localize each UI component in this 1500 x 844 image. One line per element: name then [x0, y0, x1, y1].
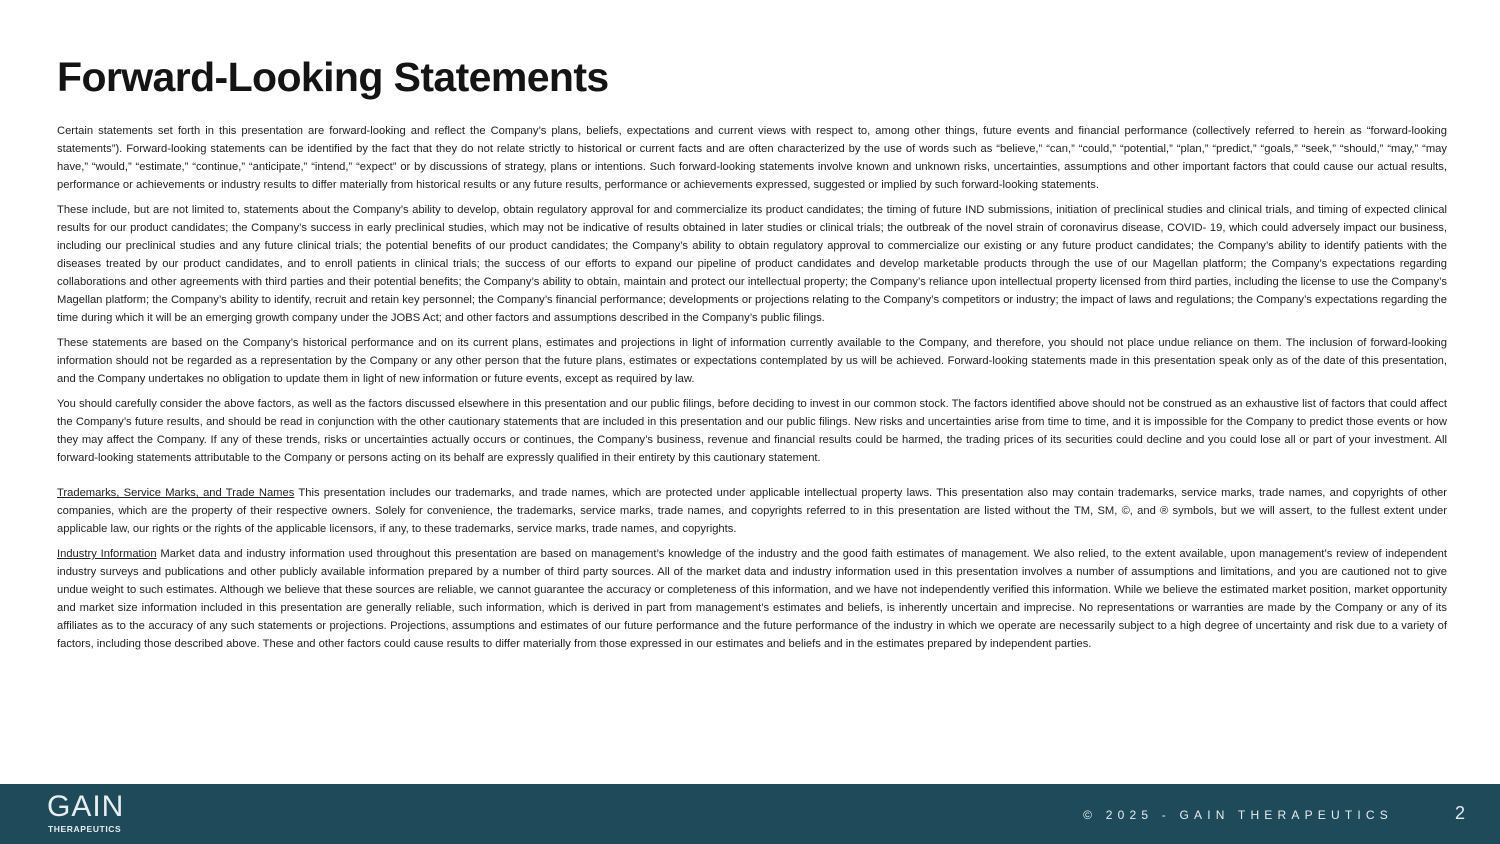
paragraph-reliance: These statements are based on the Company’s historical performance and on its current plans, estimates and projections in light of information currently available to the Company, and therefore, you should not place undue reliance on them. The inclusion of forward-looking information should not be regarded as a representation by the Company or any other person that the future plans, estimates or expectations contemplated by us will be achieved. Forward-looking statements made in this presentation speak only as of the date of this presentation, and the Company undertakes no obligation to update them in light of new information or future events, except as required by law. — [57, 337, 1447, 385]
logo-wordmark: GAIN — [47, 790, 125, 823]
page-title: Forward-Looking Statements — [57, 54, 609, 100]
paragraph-industry — [57, 545, 1447, 653]
paragraph-consideration: You should carefully consider the above factors, as well as the factors discussed elsewhere in this presentation and our public filings, before deciding to invest in our common stock. The factors identified above should not be construed as an exhaustive list of factors that could affect the Company’s future results, and should be read in conjunction with the other cautionary statements that are included in this presentation and our public filings. New risks and uncertainties arise from time to time, and it is impossible for the Company to predict those events or how they may affect the Company. If any of these trends, risks or uncertainties actually occurs or continues, the Company’s business, revenue and financial results could be harmed, the trading prices of its securities could decline and you could lose all or part of your investment. All forward-looking statements attributable to the Company or persons acting on its behalf are expressly qualified in their entirety by this cautionary statement. — [57, 398, 1447, 464]
industry-body: Market data and industry information used throughout this presentation are based on management’s knowledge of the industry and the good faith estimates of management. We also relied, to the extent available, upon management’s review of independent industry surveys and publications and other publicly available information prepared by a number of third party sources. All of the market data and industry information used in this presentation involves a number of assumptions and limitations, and you are cautioned not to give undue weight to such estimates. Although we believe that these sources are reliable, we cannot guarantee the accuracy or completeness of this information, and we have not independently verified this information. While we believe the estimated market position, market opportunity and market size information included in this presentation are generally reliable, such information, which is derived in part from management’s estimates and beliefs, is inherently uncertain and imprecise. No representations or warranties are made by the Company or any of its affiliates as to the accuracy of any such statements or projections. Projections, assumptions and estimates of our future performance and the future performance of the industry in which we operate are necessarily subject to a high degree of uncertainty and risk due to a variety of factors, including those described above. These and other factors could cause results to differ materially from those expressed in our estimates and beliefs and in the estimates prepared by independent parties. — [57, 548, 1447, 650]
footer-bar — [0, 784, 1500, 844]
paragraph-forward-looking: Certain statements set forth in this presentation are forward-looking and reflect the Company’s plans, beliefs, expectations and current views with respect to, among other things, future events and financial performance (collectively referred to herein as “forward-looking statements”). Forward-looking statements can be identified by the fact that they do not relate strictly to historical or current facts and are often characterized by the use of words such as “believe,” “can,” “could,” “potential,” “plan,” “predict,” “goals,” “seek,” “should,” “may,” “may have,” “would,” “estimate,” “continue,” “anticipate,” “intend,” “expect” or by discussions of strategy, plans or intentions. Such forward-looking statements involve known and unknown risks, uncertainties, assumptions and other important factors that could cause our actual results, performance or achievements or industry results to differ materially from historical results or any future results, performance or achievements expressed, suggested or implied by such forward-looking statements. — [57, 125, 1447, 191]
copyright-text: © 2025 - GAIN THERAPEUTICS — [1083, 808, 1393, 822]
disclaimer-body — [57, 122, 1447, 660]
industry-heading: Industry Information — [57, 548, 157, 560]
trademarks-heading: Trademarks, Service Marks, and Trade Names — [57, 487, 295, 499]
logo-subtitle: THERAPEUTICS — [48, 824, 122, 834]
trademarks-body: This presentation includes our trademarks, and trade names, which are protected under applicable intellectual property laws. This presentation also may contain trademarks, service marks, trade names, and copyrights of other companies, which are the property of their respective owners. Solely for convenience, the trademarks, service marks, trade names, and copyrights referred to in this presentation are listed without the TM, SM, ©, and ® symbols, but we will assert, to the fullest extent under applicable law, our rights or the rights of the applicable licensors, if any, to these trademarks, service marks, trade names, and copyrights. — [57, 487, 1447, 535]
page-number: 2 — [1454, 803, 1465, 823]
paragraph-risk-factors: These include, but are not limited to, statements about the Company’s ability to develop, obtain regulatory approval for and commercialize its product candidates; the timing of future IND submissions, initiation of preclinical studies and clinical trials, and timing of expected clinical results for our product candidates; the Company’s success in early preclinical studies, which may not be indicative of results obtained in later studies or clinical trials; the outbreak of the novel strain of coronavirus disease, COVID- 19, which could adversely impact our business, including our preclinical studies and any future clinical trials; the potential benefits of our product candidates; the Company’s ability to obtain regulatory approval to commercialize our existing or any future product candidates; the Company’s ability to identify patients with the diseases treated by our product candidates, and to enroll patients in clinical trials; the success of our efforts to expand our pipeline of product candidates and develop marketable products through the use of our Magellan platform; the Company’s expectations regarding collaborations and other agreements with third parties and their potential benefits; the Company’s ability to obtain, maintain and protect our intellectual property; the Company’s reliance upon intellectual property licensed from third parties, including the license to use the Company’s Magellan platform; the Company’s ability to identify, recruit and retain key personnel; the Company’s financial performance; developments or projections relating to the Company’s competitors or industry; the impact of laws and regulations; the Company’s expectations regarding the time during which it will be an emerging growth company under the JOBS Act; and other factors and assumptions described in the Company’s public filings. — [57, 204, 1447, 324]
gain-logo — [47, 790, 137, 836]
paragraph-trademarks — [57, 484, 1447, 538]
